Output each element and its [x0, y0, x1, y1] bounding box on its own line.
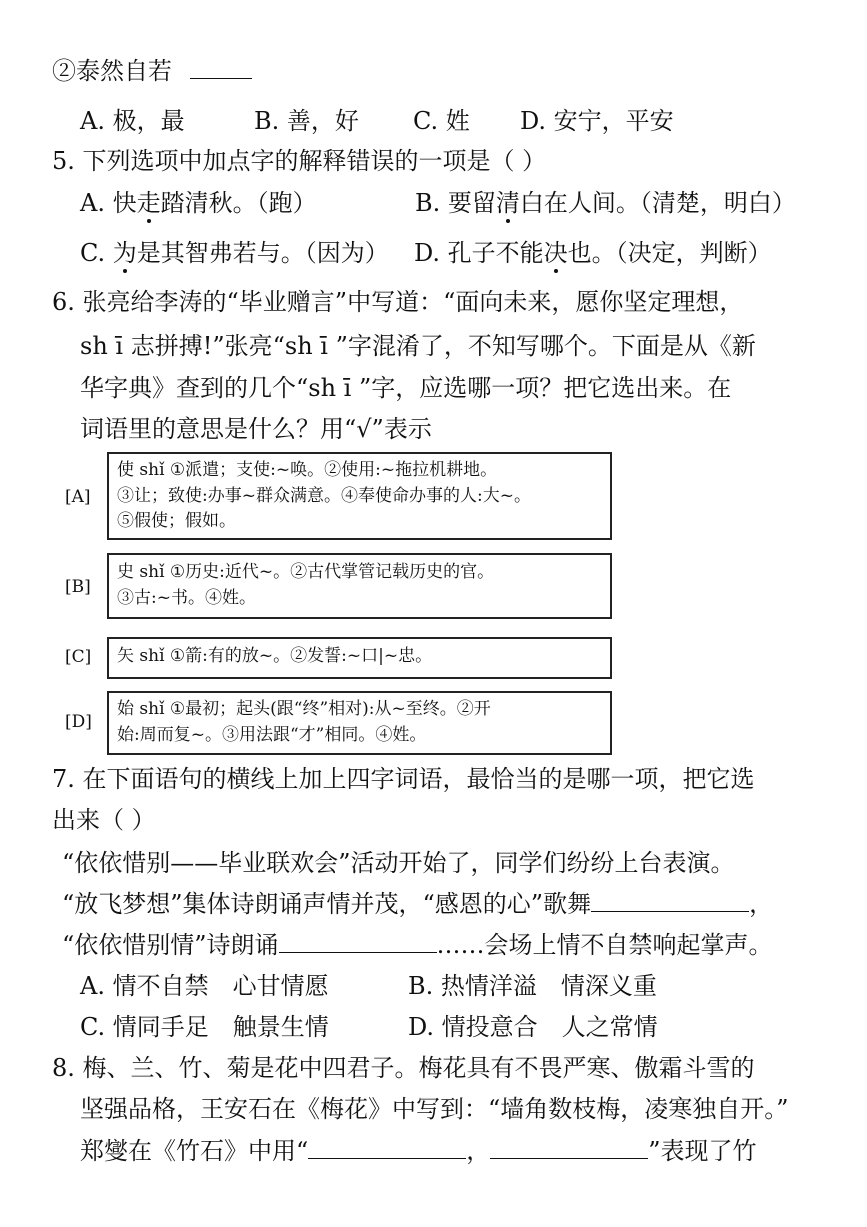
emphasis-char: 清 — [495, 189, 520, 217]
dict-entry-a[interactable] — [107, 452, 612, 540]
q4-item-2 — [52, 56, 252, 86]
q7-line-4 — [62, 889, 773, 919]
q5-d-post: 也。（决定，判断） — [567, 239, 772, 267]
dict-a-line-1: 使 shǐ ①派遣；支使:~唤。②使用:~拖拉机耕地。 — [117, 460, 498, 480]
dict-tag-a: [A] — [65, 487, 91, 507]
answer-blank[interactable] — [591, 889, 749, 912]
dict-d-line-1: 始 shǐ ①最初；起头(跟“终”相对):从~至终。②开 — [117, 699, 491, 719]
q8-line-3 — [80, 1136, 757, 1166]
dict-tag-b: [B] — [65, 577, 91, 597]
q5-a-pre: A. 快 — [80, 189, 137, 217]
q8-line-1: 8. 梅、兰、竹、菊是花中四君子。梅花具有不畏严寒、傲霜斗雪的 — [52, 1054, 755, 1082]
dict-tag-c: [C] — [65, 647, 92, 667]
q5-stem: 5. 下列选项中加点字的解释错误的一项是（ ） — [52, 147, 547, 175]
q5-b-pre: B. 要留 — [415, 189, 496, 217]
q5-b-post: 白在人间。（清楚，明白） — [519, 189, 796, 217]
dict-entry-d[interactable] — [107, 691, 612, 755]
q7-line-4-end: ， — [749, 890, 774, 918]
dict-entry-b[interactable] — [107, 553, 612, 619]
dict-a-line-2: ③让；致使:办事~群众满意。④奉使命办事的人:大~。 — [117, 486, 531, 506]
dict-entry-c[interactable] — [107, 637, 612, 679]
q4-option-b: B. 善，好 — [254, 107, 359, 135]
dict-b-line-1: 史 shǐ ①历史:近代~。②古代掌管记载历史的官。 — [117, 562, 495, 582]
q4-item-2-text: ②泰然自若 — [52, 57, 172, 85]
q8-line-3-text: 郑燮在《竹石》中用“ — [80, 1137, 309, 1165]
q7-option-d: D. 情投意合 人之常情 — [408, 1013, 658, 1041]
q7-line-1: 7. 在下面语句的横线上加上四字词语，最恰当的是哪一项，把它选 — [52, 765, 755, 793]
q5-option-b — [415, 188, 796, 218]
answer-blank[interactable] — [190, 56, 252, 79]
q5-c-post: 是其智弗若与。（因为） — [136, 239, 389, 267]
q4-option-c: C. 姓 — [413, 107, 470, 135]
emphasis-char: 决 — [543, 239, 568, 267]
dict-c-line-1: 矢 shǐ ①箭:有的放~。②发誓:~口|~忠。 — [117, 646, 433, 666]
dict-d-line-2: 始:周而复~。③用法跟“才”相同。④姓。 — [117, 725, 427, 745]
dict-a-line-3: ⑤假使；假如。 — [117, 511, 236, 531]
q8-comma: ， — [466, 1137, 491, 1165]
q7-line-5 — [62, 930, 773, 960]
q8-line-2: 坚强品格，王安石在《梅花》中写到：“墙角数枝梅，凌寒独自开。” — [80, 1095, 789, 1123]
emphasis-char: 为 — [112, 239, 137, 267]
dict-tag-d: [D] — [65, 712, 92, 732]
q7-line-5-text: “依依惜别情”诗朗诵 — [62, 931, 279, 959]
q7-option-a: A. 情不自禁 心甘情愿 — [80, 972, 329, 1000]
q4-option-d: D. 安宁，平安 — [520, 107, 674, 135]
q5-c-pre: C. — [80, 239, 113, 267]
answer-blank[interactable] — [279, 930, 437, 953]
q6-line-1: 6. 张亮给李涛的“毕业赠言”中写道：“面向未来，愿你坚定理想， — [52, 288, 744, 316]
q6-line-3: 华字典》查到的几个“sh ī ”字，应选哪一项？把它选出来。在 — [80, 374, 732, 402]
q5-option-c — [80, 238, 389, 268]
q7-line-3: “依依惜别——毕业联欢会”活动开始了，同学们纷纷上台表演。 — [62, 849, 735, 877]
q7-option-c: C. 情同手足 触景生情 — [80, 1013, 329, 1041]
q4-option-a: A. 极，最 — [80, 107, 185, 135]
q5-d-pre: D. 孔子不能 — [414, 239, 544, 267]
q5-a-post: 踏清秋。（跑） — [160, 189, 317, 217]
q5-option-a — [80, 188, 317, 218]
q7-line-5-end: ……会场上情不自禁响起掌声。 — [436, 931, 773, 959]
q7-line-2: 出来（ ） — [52, 806, 156, 834]
q7-line-4-text: “放飞梦想”集体诗朗诵声情并茂，“感恩的心”歌舞 — [62, 890, 592, 918]
dict-b-line-2: ③古:~书。④姓。 — [117, 588, 256, 608]
q7-option-b: B. 热情洋溢 情深义重 — [408, 972, 657, 1000]
answer-blank[interactable] — [490, 1136, 648, 1159]
q5-option-d — [414, 238, 772, 268]
q6-line-4: 词语里的意思是什么？用“√”表示 — [80, 415, 432, 443]
q6-line-2: sh ī 志拼搏!”张亮“sh ī ”字混淆了，不知写哪个。下面是从《新 — [80, 332, 756, 360]
emphasis-char: 走 — [136, 189, 161, 217]
answer-blank[interactable] — [308, 1136, 466, 1159]
q8-line-3-end: ”表现了竹 — [648, 1137, 757, 1165]
